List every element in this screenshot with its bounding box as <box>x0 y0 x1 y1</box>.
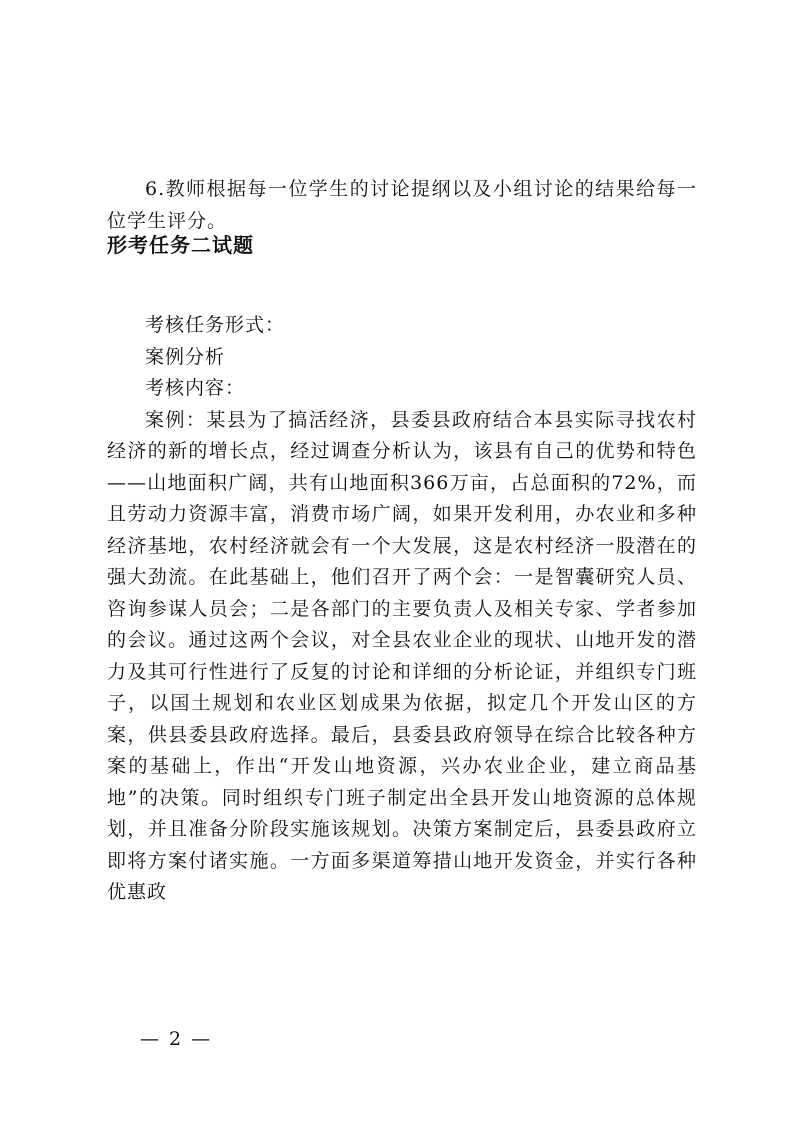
task-form-label: 考核任务形式： <box>145 314 286 336</box>
section-heading: 形考任务二试题 <box>107 233 254 257</box>
task-section <box>107 310 697 909</box>
evaluation-paragraph: 6.教师根据每一位学生的讨论提纲以及小组讨论的结果给每一位学生评分。 <box>107 178 697 232</box>
task-form-value: 案例分析 <box>145 345 226 368</box>
page-number: — 2 — <box>140 1028 213 1050</box>
content-label: 考核内容： <box>145 377 246 399</box>
case-paragraph: 案例：某县为了搞活经济，县委县政府结合本县实际寻找农村经济的新的增长点，经过调查分析认为，该县有自己的优势和特色——山地面积广阔，共有山地面积366万亩，占总面积的72%，而且劳动力资源丰富，消费市场广阔，如果开发利用，办农业和多种经济基地，农村经济就会有一个大发展，这是农村经济一股潜在的强大劲流。在此基础上，他们召开了两个会：一是智囊研究人员、咨询参谋人员会；二是各部门的主要负责人及相关专家、学者参加的会议。通过这两个会议，对全县农业企业的现状、山地开发的潜力及其可行性进行了反复的讨论和详细的分析论证，并组织专门班子，以国土规划和农业区划成果为依据，拟定几个开发山区的方案，供县委县政府选择。最后，县委县政府领导在综合比较各种方案的基础上，作出“开发山地资源，兴办农业企业，建立商品基地”的决策。同时组织专门班子制定出全县开发山地资源的总体规划，并且准备分阶段实施该规划。决策方案制定后，县委县政府立即将方案付诸实施。一方面多渠道筹措山地开发资金，并实行各种优惠政 <box>107 408 697 903</box>
